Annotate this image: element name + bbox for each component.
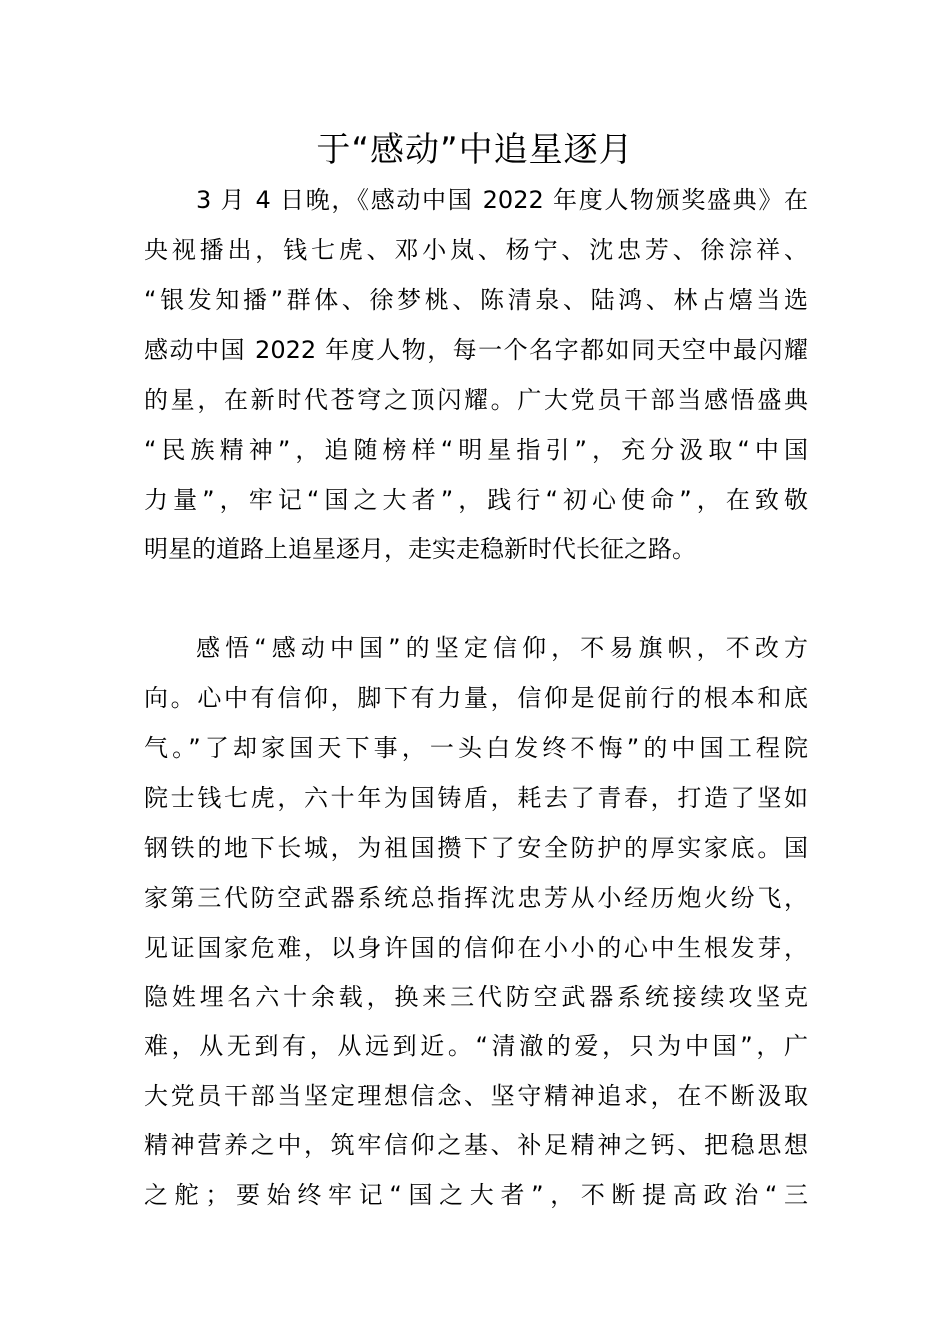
document-title: 于“感动”中追星逐月 bbox=[316, 130, 634, 170]
paragraph-line: 隐姓埋名六十余载，换来三代防空武器系统接续攻坚克 bbox=[144, 983, 808, 1011]
paragraph-line: “银发知播”群体、徐梦桃、陈清泉、陆鸿、林占熺当选 bbox=[144, 286, 808, 314]
paragraph-line: 难，从无到有，从远到近。“清澈的爱，只为中国”，广 bbox=[144, 1032, 808, 1060]
paragraph-line: 感动中国 2022 年度人物，每一个名字都如同天空中最闪耀 bbox=[144, 336, 808, 364]
paragraph-line: 明星的道路上追星逐月，走实走稳新时代长征之路。 bbox=[144, 535, 696, 563]
paragraph-line: 家第三代防空武器系统总指挥沈忠芳从小经历炮火纷飞， bbox=[144, 884, 808, 912]
paragraph-line: 见证国家危难，以身许国的信仰在小小的心中生根发芽， bbox=[144, 934, 808, 962]
paragraph-line: 大党员干部当坚定理想信念、坚守精神追求，在不断汲取 bbox=[144, 1082, 808, 1110]
paragraph-line: 央视播出，钱七虎、邓小岚、杨宁、沈忠芳、徐淙祥、 bbox=[144, 236, 808, 264]
paragraph-line: 气。”了却家国天下事，一头白发终不悔”的中国工程院 bbox=[144, 734, 808, 762]
paragraph-line: “民族精神”，追随榜样“明星指引”，充分汲取“中国 bbox=[144, 436, 808, 464]
paragraph-line: 的星，在新时代苍穹之顶闪耀。广大党员干部当感悟盛典 bbox=[144, 386, 808, 414]
paragraph-line: 钢铁的地下长城，为祖国攒下了安全防护的厚实家底。国 bbox=[144, 834, 808, 862]
paragraph-line: 3 月 4 日晚，《感动中国 2022 年度人物颁奖盛典》在 bbox=[196, 186, 808, 214]
paragraph-line: 感悟“感动中国”的坚定信仰，不易旗帜，不改方 bbox=[196, 634, 808, 662]
paragraph-line: 力量”，牢记“国之大者”，践行“初心使命”，在致敬 bbox=[144, 486, 808, 514]
paragraph-line: 院士钱七虎，六十年为国铸盾，耗去了青春，打造了坚如 bbox=[144, 784, 808, 812]
paragraph-line: 之舵；要始终牢记“国之大者”，不断提高政治“三 bbox=[144, 1181, 808, 1209]
paragraph-line: 精神营养之中，筑牢信仰之基、补足精神之钙、把稳思想 bbox=[144, 1131, 808, 1159]
paragraph-line: 向。心中有信仰，脚下有力量，信仰是促前行的根本和底 bbox=[144, 684, 808, 712]
